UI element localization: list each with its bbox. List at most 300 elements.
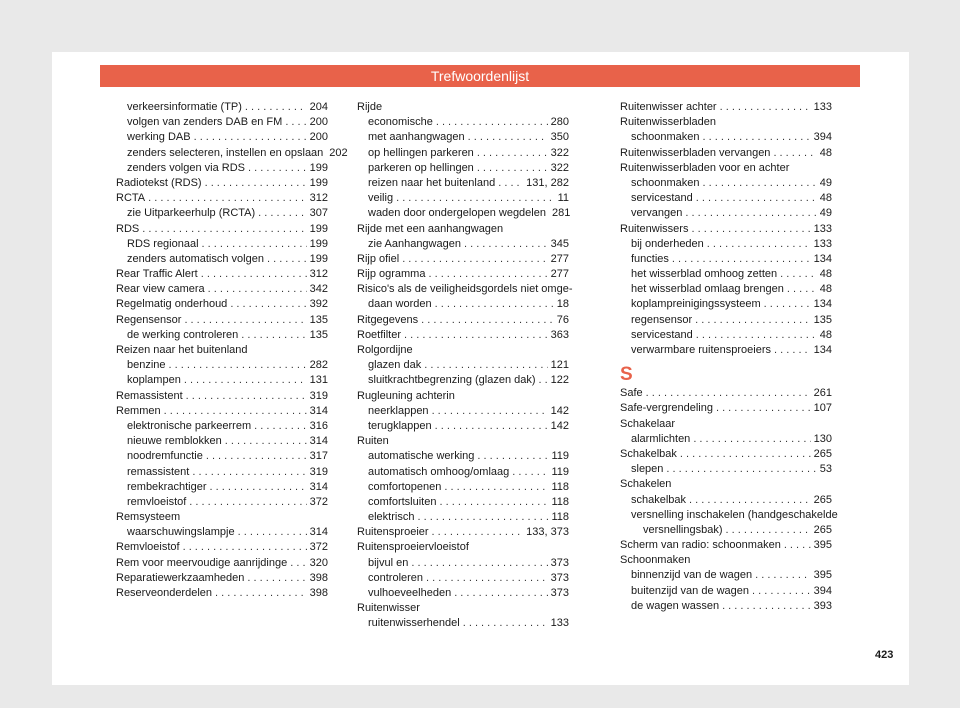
index-entry-text: waarschuwingslampje xyxy=(127,526,235,539)
index-page-ref[interactable]: 342 xyxy=(309,283,328,296)
index-entry xyxy=(357,343,569,358)
index-page-ref[interactable]: 314 xyxy=(309,526,328,539)
index-entry-text: Ruitenwisser xyxy=(357,602,420,615)
index-page-ref[interactable]: 307 xyxy=(309,207,328,220)
index-entry-text: het wisserblad omhoog zetten xyxy=(631,268,778,281)
index-entry-text: Rear Traffic Alert xyxy=(116,268,198,281)
index-entry-text: comfortsluiten xyxy=(368,495,437,508)
index-page-ref[interactable]: 18 xyxy=(556,298,569,311)
index-leader-dots xyxy=(512,465,548,480)
index-entry-text: Ruitenwisser achter xyxy=(620,101,717,113)
index-entry xyxy=(357,389,569,404)
index-subentry xyxy=(116,480,328,495)
index-subentry xyxy=(116,237,328,252)
index-entry-text: servicestand xyxy=(631,192,693,205)
index-subentry xyxy=(357,146,569,161)
index-page-ref[interactable]: 118 xyxy=(551,511,569,524)
index-leader-dots xyxy=(258,206,306,221)
index-leader-dots xyxy=(703,176,817,191)
index-entry-text: Remvloeistof xyxy=(116,541,180,554)
index-page-ref[interactable]: 317 xyxy=(309,450,328,463)
index-subentry xyxy=(620,206,832,221)
index-entry-text: Schakelen xyxy=(620,478,672,491)
index-leader-dots xyxy=(722,599,811,614)
index-page-ref[interactable]: 131 xyxy=(309,374,328,387)
index-entry-text: reizen naar het buitenland xyxy=(368,176,496,189)
index-entry-text: comfortopenen xyxy=(368,480,442,493)
index-entry xyxy=(116,222,328,237)
index-page-ref[interactable]: 282 xyxy=(309,359,328,372)
index-entry-text: Rijp ogramma xyxy=(357,268,426,281)
index-entry xyxy=(116,343,328,358)
index-page-ref[interactable]: 277 xyxy=(550,252,569,265)
index-subentry xyxy=(620,191,832,206)
index-leader-dots xyxy=(192,465,306,480)
index-subentry xyxy=(116,373,328,388)
index-page-ref[interactable]: 314 xyxy=(309,480,328,493)
index-page-ref[interactable]: 133 xyxy=(813,237,832,250)
index-entry-text: Ruiten xyxy=(357,435,389,448)
index-page-ref[interactable]: 48 xyxy=(819,268,832,281)
index-entry-text: Ruitenwisserbladen xyxy=(620,116,716,129)
index-page-ref[interactable]: 392 xyxy=(309,298,328,311)
index-leader-dots xyxy=(773,146,816,161)
index-entry-text: zenders volgen via RDS xyxy=(127,161,246,174)
index-page-ref[interactable]: 322 xyxy=(550,161,569,174)
index-leader-dots xyxy=(215,586,307,601)
index-entry-text: Regensensor xyxy=(116,313,182,326)
index-entry-text: RCTA xyxy=(116,192,146,205)
index-entry-text: Safe xyxy=(620,387,643,400)
index-entry-text: ruitenwisserhendel xyxy=(368,617,460,630)
index-leader-dots xyxy=(439,495,548,510)
index-entry-text: de wagen wassen xyxy=(631,599,720,612)
index-entry-text: Ruitenwisserbladen vervangen xyxy=(620,146,771,159)
index-entry-text: controleren xyxy=(368,571,424,584)
index-header xyxy=(100,65,860,87)
index-entry-text: versnellingsbak) xyxy=(643,523,723,536)
index-entry xyxy=(357,434,569,449)
index-entry-text: daan worden xyxy=(368,298,432,311)
index-subentry xyxy=(357,571,569,586)
index-subentry xyxy=(357,115,569,130)
index-leader-dots xyxy=(164,404,307,419)
document-page xyxy=(52,52,909,685)
index-entry-text: rembekrachtiger xyxy=(127,480,207,493)
index-page-ref[interactable]: 107 xyxy=(813,402,832,415)
index-page-ref[interactable]: 398 xyxy=(309,571,328,584)
index-page-ref[interactable]: 53 xyxy=(819,463,832,476)
index-entry-text: op hellingen parkeren xyxy=(368,146,474,159)
index-page-ref[interactable]: 281 xyxy=(551,207,571,220)
index-leader-dots xyxy=(774,343,811,358)
index-subentry xyxy=(620,343,832,358)
index-leader-dots xyxy=(184,313,306,328)
index-leader-dots xyxy=(764,297,811,312)
index-entry xyxy=(357,328,569,343)
index-page-ref[interactable]: 133, 373 xyxy=(526,526,569,539)
index-page-ref[interactable]: 261 xyxy=(813,387,832,400)
index-entry-text: Reizen naar het buitenland xyxy=(116,344,248,356)
index-subentry xyxy=(116,206,328,221)
index-subentry xyxy=(620,176,832,191)
index-leader-dots xyxy=(206,449,307,464)
index-page-ref[interactable]: 118 xyxy=(551,495,569,508)
index-entry-text: Roetfilter xyxy=(357,328,402,341)
index-page-ref[interactable]: 135 xyxy=(309,328,328,341)
index-page-ref[interactable]: 199 xyxy=(309,161,328,174)
index-leader-dots xyxy=(680,447,811,462)
index-entry xyxy=(357,313,569,328)
index-page-ref[interactable]: 372 xyxy=(309,541,328,554)
index-page-ref[interactable]: 393 xyxy=(813,599,832,612)
index-entry xyxy=(116,176,328,191)
index-entry-text: bijvul en xyxy=(368,556,409,569)
index-entry-text: vulhoeveelheden xyxy=(368,587,452,599)
index-page-ref[interactable]: 48 xyxy=(819,283,832,296)
index-subentry xyxy=(620,508,838,523)
index-subentry xyxy=(116,328,328,343)
index-subentry xyxy=(620,267,832,282)
index-subentry xyxy=(620,568,832,583)
index-entry xyxy=(116,540,328,555)
index-subentry xyxy=(620,130,832,145)
index-page-ref[interactable]: 142 xyxy=(550,419,569,432)
index-leader-dots xyxy=(703,130,811,145)
index-entry xyxy=(620,100,832,115)
index-page-ref[interactable]: 319 xyxy=(309,389,328,402)
index-subentry xyxy=(357,404,569,419)
index-leader-dots xyxy=(225,434,307,449)
index-entry-text: Rugleuning achterin xyxy=(357,389,455,402)
index-subentry xyxy=(116,161,328,176)
index-entry-text: Reparatiewerkzaamheden xyxy=(116,571,245,584)
index-page-ref[interactable]: 350 xyxy=(550,131,569,144)
index-subentry xyxy=(357,419,569,434)
index-entry-text: nieuwe remblokken xyxy=(127,435,222,448)
index-section-letter: S xyxy=(620,364,633,386)
index-leader-dots xyxy=(209,480,306,495)
index-page-ref[interactable]: 316 xyxy=(309,419,328,432)
index-leader-dots xyxy=(402,252,547,267)
index-page-ref[interactable]: 200 xyxy=(309,116,328,129)
index-leader-dots xyxy=(426,571,548,586)
index-page-ref[interactable]: 119 xyxy=(551,450,569,463)
index-page-ref[interactable]: 199 xyxy=(309,252,328,265)
index-leader-dots xyxy=(169,358,307,373)
index-page-ref[interactable]: 312 xyxy=(309,268,328,281)
index-entry xyxy=(116,571,328,586)
index-page-ref[interactable]: 121 xyxy=(550,359,569,372)
index-page-ref[interactable]: 131, 282 xyxy=(526,176,569,189)
index-subentry xyxy=(357,373,569,388)
index-entry xyxy=(116,556,328,571)
index-entry xyxy=(620,146,832,161)
index-page-ref[interactable]: 199 xyxy=(309,222,328,235)
index-page-ref[interactable]: 142 xyxy=(550,404,569,417)
index-entry-text: koplampreinigingssysteem xyxy=(631,298,761,311)
index-entry-text: verwarmbare ruitensproeiers xyxy=(631,344,771,356)
index-page-ref[interactable]: 395 xyxy=(813,539,832,552)
index-entry xyxy=(620,115,832,130)
index-entry xyxy=(620,161,832,176)
index-page-ref[interactable]: 373 xyxy=(550,556,569,569)
index-page-ref[interactable]: 76 xyxy=(556,313,569,326)
index-leader-dots xyxy=(142,222,306,237)
index-column-3 xyxy=(620,100,838,614)
index-entry-text: Rijp ofiel xyxy=(357,252,400,265)
index-page-ref[interactable]: 134 xyxy=(813,298,832,311)
index-entry xyxy=(357,540,569,555)
index-entry-text: functies xyxy=(631,252,669,265)
index-subentry xyxy=(620,297,832,312)
index-leader-dots xyxy=(477,146,548,161)
index-leader-dots xyxy=(254,419,307,434)
index-entry-text: volgen van zenders DAB en FM xyxy=(127,116,283,129)
index-entry-text: Rijde met een aanhangwagen xyxy=(357,222,504,235)
index-entry-text: Ruitenwissers xyxy=(620,222,689,235)
index-column-1 xyxy=(116,100,348,601)
index-subentry xyxy=(357,161,569,176)
index-entry-text: met aanhangwagen xyxy=(368,131,465,144)
index-page-ref[interactable]: 363 xyxy=(550,328,569,341)
index-subentry xyxy=(620,432,832,447)
index-leader-dots xyxy=(247,571,306,586)
index-page-ref[interactable]: 48 xyxy=(819,192,832,205)
index-leader-dots xyxy=(432,525,524,540)
index-leader-dots xyxy=(290,556,306,571)
index-page-ref[interactable]: 372 xyxy=(309,495,328,508)
index-leader-dots xyxy=(432,404,548,419)
index-leader-dots xyxy=(463,616,548,631)
index-entry xyxy=(116,267,328,282)
index-leader-dots xyxy=(241,328,306,343)
index-entry-text: elektronische parkeerrem xyxy=(127,419,252,432)
index-leader-dots xyxy=(666,462,816,477)
index-entry-text: Scherm van radio: schoonmaken xyxy=(620,539,781,552)
index-page-ref[interactable]: 133 xyxy=(813,101,832,113)
index-subentry xyxy=(357,480,569,495)
index-subentry xyxy=(357,449,569,464)
index-entry xyxy=(620,417,832,432)
index-entry-text: verkeersinformatie (TP) xyxy=(127,101,242,113)
index-leader-dots xyxy=(428,267,547,282)
index-page-ref[interactable]: 322 xyxy=(550,146,569,159)
index-entry-text: binnenzijd van de wagen xyxy=(631,569,753,582)
index-leader-dots xyxy=(691,222,810,237)
index-subentry xyxy=(357,237,569,252)
index-entry-text: Rem voor meervoudige aanrijdinge xyxy=(116,556,288,569)
index-subentry xyxy=(357,191,569,206)
index-leader-dots xyxy=(787,282,817,297)
index-entry-text: glazen dak xyxy=(368,359,422,372)
index-entry-text: vervangen xyxy=(631,207,683,220)
index-leader-dots xyxy=(695,313,810,328)
index-page-ref[interactable]: 345 xyxy=(550,237,569,250)
index-entry-text: Schoonmaken xyxy=(620,554,691,567)
index-entry-text: Rear view camera xyxy=(116,283,205,296)
index-subentry xyxy=(620,462,832,477)
index-subentry xyxy=(357,556,569,571)
index-entry-text: Ruitensproeier xyxy=(357,526,429,539)
index-page-ref[interactable]: 204 xyxy=(309,101,328,113)
index-subentry xyxy=(620,599,832,614)
index-page-ref[interactable]: 122 xyxy=(550,374,569,387)
index-subentry xyxy=(620,282,832,297)
index-entry-text: Rolgordijne xyxy=(357,344,413,356)
index-leader-dots xyxy=(186,389,307,404)
index-page-ref[interactable]: 135 xyxy=(309,313,328,326)
index-leader-dots xyxy=(454,586,547,601)
index-subentry xyxy=(357,495,569,510)
index-subentry xyxy=(116,146,348,161)
index-entry-text: schoonmaken xyxy=(631,176,700,189)
index-page-ref[interactable]: 200 xyxy=(309,131,328,144)
index-subentry xyxy=(116,525,328,540)
index-page-ref[interactable]: 265 xyxy=(813,447,832,460)
index-leader-dots xyxy=(238,525,307,540)
index-entry-text: buitenzijd van de wagen xyxy=(631,584,750,597)
index-entry-text: Ruitensproeiervloeistof xyxy=(357,541,469,554)
index-entry-text: automatische werking xyxy=(368,450,475,463)
page-number: 423 xyxy=(875,649,894,661)
index-entry-text: Reserveonderdelen xyxy=(116,587,213,599)
index-title: Trefwoordenlijst xyxy=(430,68,530,84)
index-page-ref[interactable]: 134 xyxy=(813,344,832,356)
index-leader-dots xyxy=(696,328,817,343)
index-page-ref[interactable]: 394 xyxy=(813,584,832,597)
index-page-ref[interactable]: 133 xyxy=(550,617,569,630)
index-entry-text: servicestand xyxy=(631,328,693,341)
index-subentry xyxy=(357,616,569,631)
index-leader-dots xyxy=(672,252,811,267)
index-entry-text: zenders selecteren, instellen en opslaan xyxy=(127,146,324,159)
index-leader-dots xyxy=(720,100,811,115)
index-page-ref[interactable]: 119 xyxy=(551,465,569,478)
index-page-ref[interactable]: 395 xyxy=(813,569,832,582)
index-leader-dots xyxy=(396,191,555,206)
index-leader-dots xyxy=(436,115,548,130)
index-entry-text: Remsysteem xyxy=(116,511,181,524)
index-leader-dots xyxy=(245,100,307,115)
index-page-ref[interactable]: 49 xyxy=(819,176,832,189)
index-leader-dots xyxy=(464,237,548,252)
index-entry-text: Ruitenwisserbladen voor en achter xyxy=(620,161,790,174)
index-page-ref[interactable]: 373 xyxy=(550,587,569,599)
index-leader-dots xyxy=(498,176,523,191)
index-subentry xyxy=(116,495,328,510)
index-page-ref[interactable]: 118 xyxy=(551,480,569,493)
index-entry xyxy=(116,191,328,206)
index-entry xyxy=(357,525,569,540)
index-entry-text: remassistent xyxy=(127,465,190,478)
index-entry-text: werking DAB xyxy=(127,131,191,144)
index-entry xyxy=(357,252,569,267)
index-leader-dots xyxy=(435,297,554,312)
index-page-ref[interactable]: 314 xyxy=(309,404,328,417)
index-entry-text: bij onderheden xyxy=(631,237,704,250)
index-page-ref[interactable]: 134 xyxy=(813,252,832,265)
index-entry-text: neerklappen xyxy=(368,404,429,417)
index-entry-text: zie Aanhangwagen xyxy=(368,237,461,250)
index-entry-text: remvloeistof xyxy=(127,495,187,508)
index-page-ref[interactable]: 11 xyxy=(557,192,569,205)
index-page-ref[interactable]: 373 xyxy=(550,571,569,584)
index-page-ref[interactable]: 314 xyxy=(309,435,328,448)
index-entry xyxy=(357,222,569,237)
index-page-ref[interactable]: 202 xyxy=(329,146,348,159)
index-leader-dots xyxy=(725,523,810,538)
index-subentry xyxy=(116,449,328,464)
index-page-ref[interactable]: 280 xyxy=(550,116,569,129)
index-entry xyxy=(357,282,573,297)
index-subentry xyxy=(116,358,328,373)
index-subentry xyxy=(620,252,832,267)
index-subentry xyxy=(357,176,569,191)
index-page-ref[interactable]: 48 xyxy=(819,328,832,341)
index-leader-dots xyxy=(421,313,554,328)
index-leader-dots xyxy=(230,297,306,312)
index-leader-dots xyxy=(417,510,548,525)
index-subentry xyxy=(116,115,328,130)
index-entry-text: economische xyxy=(368,116,433,129)
index-page-ref[interactable]: 199 xyxy=(309,176,328,189)
index-leader-dots xyxy=(189,495,306,510)
index-page-ref[interactable]: 312 xyxy=(309,192,328,205)
index-subentry xyxy=(116,130,328,145)
index-subentry xyxy=(357,206,569,221)
index-entry xyxy=(357,601,569,616)
index-leader-dots xyxy=(477,161,548,176)
index-leader-dots xyxy=(468,130,548,145)
index-subentry xyxy=(620,523,832,538)
index-page-ref[interactable]: 265 xyxy=(813,493,832,506)
index-leader-dots xyxy=(194,130,307,145)
index-entry xyxy=(357,267,569,282)
index-leader-dots xyxy=(646,386,811,401)
index-subentry xyxy=(620,237,832,252)
index-page-ref[interactable]: 49 xyxy=(819,207,832,220)
index-leader-dots xyxy=(202,237,307,252)
index-leader-dots xyxy=(539,373,548,388)
index-page-ref[interactable]: 398 xyxy=(309,587,328,599)
index-leader-dots xyxy=(696,191,817,206)
index-entry-text: zenders automatisch volgen xyxy=(127,252,264,265)
index-page-ref[interactable]: 320 xyxy=(309,556,328,569)
index-leader-dots xyxy=(404,328,548,343)
index-entry xyxy=(116,282,328,297)
index-page-ref[interactable]: 394 xyxy=(813,131,832,144)
index-page-ref[interactable]: 277 xyxy=(550,268,569,281)
index-leader-dots xyxy=(444,480,548,495)
index-entry-text: sluitkrachtbegrenzing (glazen dak) xyxy=(368,374,536,387)
index-page-ref[interactable]: 48 xyxy=(819,146,832,159)
index-subentry xyxy=(620,313,832,328)
index-page-ref[interactable]: 130 xyxy=(813,432,832,445)
index-entry xyxy=(116,389,328,404)
index-entry xyxy=(620,222,832,237)
index-page-ref[interactable]: 133 xyxy=(813,222,832,235)
index-page-ref[interactable]: 135 xyxy=(813,313,832,326)
index-leader-dots xyxy=(285,115,306,130)
index-page-ref[interactable]: 319 xyxy=(309,465,328,478)
index-page-ref[interactable]: 199 xyxy=(309,237,328,250)
index-page-ref[interactable]: 265 xyxy=(813,523,832,536)
index-entry xyxy=(116,510,328,525)
index-subentry xyxy=(620,493,832,508)
index-leader-dots xyxy=(205,176,307,191)
index-leader-dots xyxy=(208,282,307,297)
